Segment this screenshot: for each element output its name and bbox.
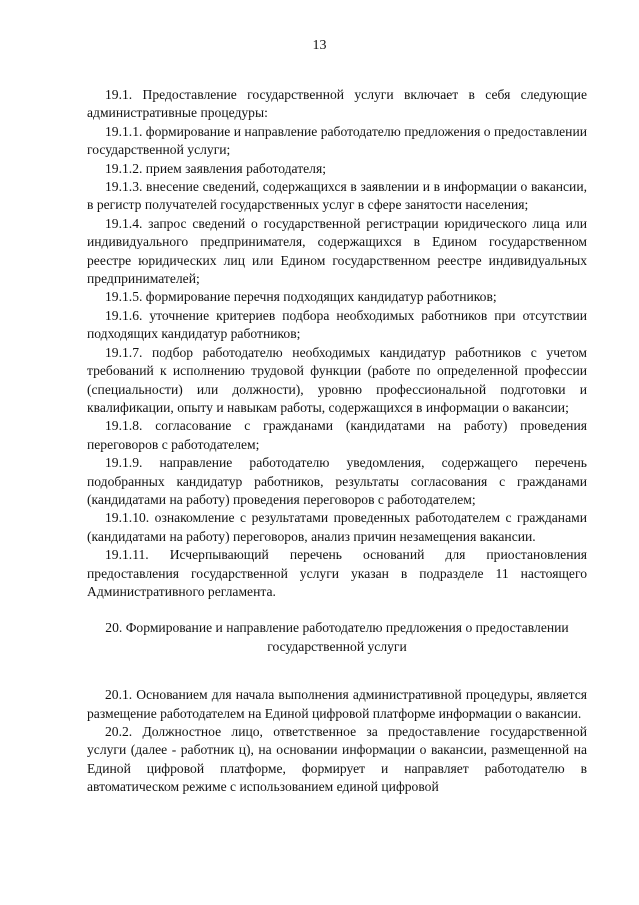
- paragraph-19-1-1: 19.1.1. формирование и направление работодателю предложения о предоставлении государственной услуги;: [87, 123, 587, 158]
- section-heading-line-1: 20. Формирование и направление работодателю предложения о предоставлении: [105, 620, 569, 636]
- paragraph-19-1-5: 19.1.5. формирование перечня подходящих кандидатур работников;: [105, 289, 497, 305]
- paragraph-19-1-3: 19.1.3. внесение сведений, содержащихся в заявлении и в информации о вакансии, в регистр получателей государственных услуг в сфере занятости населения;: [87, 179, 587, 213]
- section-heading-line-2: государственной услуги: [267, 638, 407, 654]
- paragraph-19-1-2: 19.1.2. прием заявления работодателя;: [105, 160, 326, 176]
- document-body: [87, 86, 587, 797]
- paragraph-19-1-7: 19.1.7. подбор работодателю необходимых кандидатур работников с учетом требований к исполнению трудовой функции (работе по определенной профессии (специальности) или должности), уровню профессиональной подготовки и квалификации, опыту и навыкам работы, содержащихся в информации о вакансии;: [87, 344, 587, 415]
- paragraph-19-1-11: 19.1.11. Исчерпывающий перечень оснований для приостановления предоставления государственной услуги указан в подразделе 11 настоящего Административного регламента.: [87, 547, 587, 599]
- paragraph-19-1-4: 19.1.4. запрос сведений о государственной регистрации юридического лица или индивидуального предпринимателя, содержащихся в Едином государственном реестре юридических лиц или Едином государственном реестре индивидуальных предпринимателей;: [87, 215, 587, 287]
- page-number: 13: [312, 38, 327, 53]
- paragraph-19-1-10: 19.1.10. ознакомление с результатами проведенных работодателем с гражданами (кандидатами на работу) переговоров, анализ причин незамещения вакансии.: [87, 510, 587, 544]
- paragraph-20-1: 20.1. Основанием для начала выполнения административной процедуры, является размещение работодателем на Единой цифровой платформе информации о вакансии.: [87, 687, 587, 721]
- paragraph-19-1-6: 19.1.6. уточнение критериев подбора необходимых работников при отсутствии подходящих кандидатур работников;: [87, 307, 587, 342]
- paragraph-19-1-9: 19.1.9. направление работодателю уведомления, содержащего перечень подобранных кандидатур работников, результаты согласования с гражданами (кандидатами на работу) проведения переговоров с работодателем;: [87, 455, 587, 507]
- section-heading-20: [87, 601, 587, 686]
- paragraph-19-1: 19.1. Предоставление государственной услуги включает в себя следующие административные процедуры:: [87, 87, 587, 121]
- paragraph-19-1-8: 19.1.8. согласование с гражданами (кандидатами на работу) проведения переговоров с работодателем;: [87, 418, 587, 452]
- paragraph-20-2: 20.2. Должностное лицо, ответственное за предоставление государственной услуги (далее - работник ц), на основании информации о вакансии, размещенной на Единой цифровой платформе, формирует и направляет работодателю в автоматическом режиме с использованием единой цифровой: [87, 724, 587, 795]
